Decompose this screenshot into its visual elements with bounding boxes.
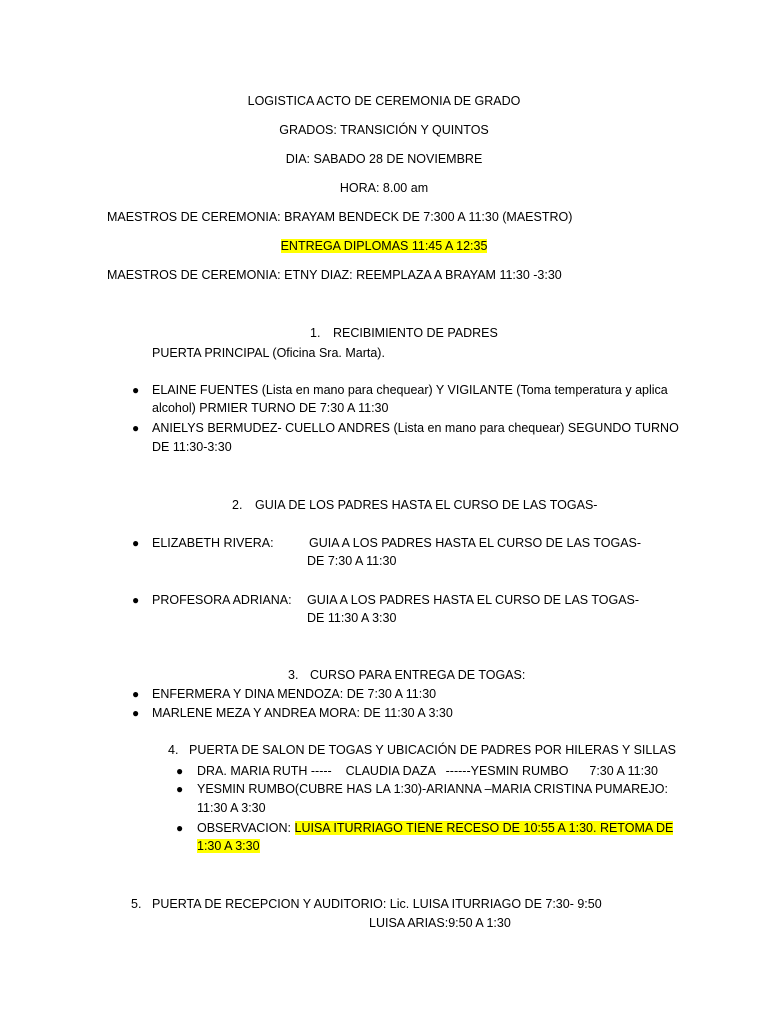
s2-bullet-1-text: GUIA A LOS PADRES HASTA EL CURSO DE LAS TOGAS- bbox=[309, 536, 642, 550]
section-3-number: 3. bbox=[288, 668, 299, 682]
section-5-text: PUERTA DE RECEPCION Y AUDITORIO: Lic. LUISA ITURRIAGO DE 7:30- 9:50 bbox=[152, 897, 602, 911]
s3-bullet-1: ENFERMERA Y DINA MENDOZA: DE 7:30 A 11:30 bbox=[152, 687, 437, 701]
grados-line: GRADOS: TRANSICIÓN Y QUINTOS bbox=[279, 123, 489, 137]
bullet-icon: ● bbox=[132, 383, 140, 397]
s1-bullet-1-line-2: alcohol) PRMIER TURNO DE 7:30 A 11:30 bbox=[152, 401, 389, 415]
entrega-highlight: ENTREGA DIPLOMAS 11:45 A 12:35 bbox=[280, 239, 488, 253]
section-4-title: PUERTA DE SALON DE TOGAS Y UBICACIÓN DE PADRES POR HILERAS Y SILLAS bbox=[189, 743, 676, 757]
s4-bullet-3-line-2 bbox=[197, 838, 260, 854]
bullet-icon: ● bbox=[132, 536, 140, 550]
section-2-number: 2. bbox=[232, 498, 243, 512]
section-4-number: 4. bbox=[168, 743, 179, 757]
section-1-number: 1. bbox=[310, 326, 321, 340]
bullet-icon: ● bbox=[132, 706, 140, 720]
section-1-title: RECIBIMIENTO DE PADRES bbox=[333, 326, 498, 340]
s4-bullet-1: DRA. MARIA RUTH ----- CLAUDIA DAZA ------YESMIN RUMBO 7:30 A 11:30 bbox=[197, 764, 658, 778]
maestros-line-2: MAESTROS DE CEREMONIA: ETNY DIAZ: REEMPLAZA A BRAYAM 11:30 -3:30 bbox=[107, 268, 562, 282]
document-title: LOGISTICA ACTO DE CEREMONIA DE GRADO bbox=[247, 94, 521, 108]
bullet-icon: ● bbox=[176, 782, 184, 796]
s4-bullet-2-line-1: YESMIN RUMBO(CUBRE HAS LA 1:30)-ARIANNA –MARIA CRISTINA PUMAREJO: bbox=[197, 782, 668, 796]
s2-bullet-2-text: GUIA A LOS PADRES HASTA EL CURSO DE LAS TOGAS- bbox=[307, 593, 640, 607]
s4-bullet-3-line-1 bbox=[197, 820, 673, 836]
s2-bullet-1-time: DE 7:30 A 11:30 bbox=[307, 554, 397, 568]
s1-bullet-1-line-1: ELAINE FUENTES (Lista en mano para chequear) Y VIGILANTE (Toma temperatura y aplica bbox=[152, 383, 668, 397]
hora-line: HORA: 8.00 am bbox=[339, 181, 429, 195]
observacion-label: OBSERVACION: bbox=[197, 821, 292, 835]
bullet-icon: ● bbox=[176, 821, 184, 835]
section-2-title: GUIA DE LOS PADRES HASTA EL CURSO DE LAS TOGAS- bbox=[255, 498, 598, 512]
s3-bullet-2: MARLENE MEZA Y ANDREA MORA: DE 11:30 A 3:30 bbox=[152, 706, 453, 720]
section-5-number: 5. bbox=[131, 897, 142, 911]
s2-bullet-2-name: PROFESORA ADRIANA: bbox=[152, 593, 292, 607]
bullet-icon: ● bbox=[132, 593, 140, 607]
bullet-icon: ● bbox=[132, 421, 140, 435]
entrega-diplomas-line bbox=[0, 238, 768, 254]
bullet-icon: ● bbox=[132, 687, 140, 701]
bullet-icon: ● bbox=[176, 764, 184, 778]
s1-bullet-2-line-2: DE 11:30-3:30 bbox=[152, 440, 232, 454]
s4-bullet-2-line-2: 11:30 A 3:30 bbox=[197, 801, 266, 815]
maestros-line-1: MAESTROS DE CEREMONIA: BRAYAM BENDECK DE 7:300 A 11:30 (MAESTRO) bbox=[107, 210, 573, 224]
section-5-text-line-2: LUISA ARIAS:9:50 A 1:30 bbox=[369, 916, 511, 930]
dia-line: DIA: SABADO 28 DE NOVIEMBRE bbox=[285, 152, 483, 166]
observacion-highlight-1: LUISA ITURRIAGO TIENE RECESO DE 10:55 A 1:30. RETOMA DE bbox=[294, 821, 674, 835]
section-3-title: CURSO PARA ENTREGA DE TOGAS: bbox=[310, 668, 526, 682]
s1-bullet-2-line-1: ANIELYS BERMUDEZ- CUELLO ANDRES (Lista en mano para chequear) SEGUNDO TURNO bbox=[152, 421, 679, 435]
observacion-highlight-2: 1:30 A 3:30 bbox=[197, 839, 260, 853]
s2-bullet-1-name: ELIZABETH RIVERA: bbox=[152, 536, 274, 550]
s2-bullet-2-time: DE 11:30 A 3:30 bbox=[307, 611, 397, 625]
section-1-subtitle: PUERTA PRINCIPAL (Oficina Sra. Marta). bbox=[152, 346, 385, 360]
